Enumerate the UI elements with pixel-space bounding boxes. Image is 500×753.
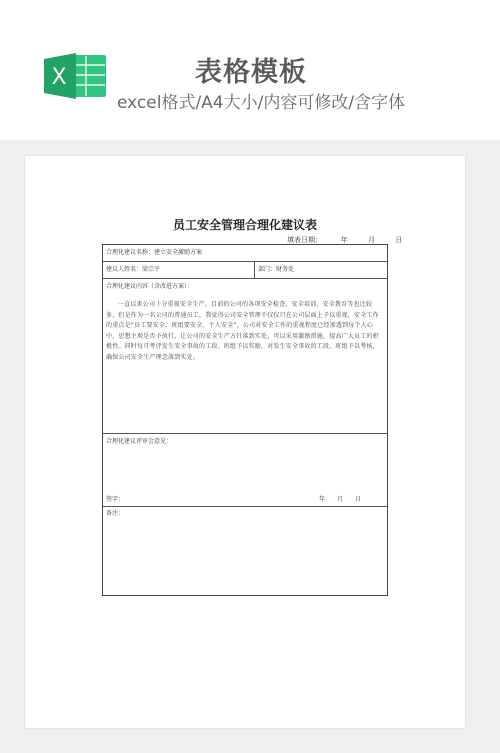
sign-label: 签字： bbox=[106, 496, 125, 503]
suggestion-name-cell: 合理化建议名称：建立安全激励方案 bbox=[106, 249, 203, 256]
suggestion-form-table bbox=[102, 244, 388, 596]
row-divider bbox=[103, 433, 387, 434]
proposer-cell: 建议人姓名：梁宗平 bbox=[106, 266, 161, 273]
fill-date-month: 月 bbox=[367, 236, 375, 244]
remarks-label: 备注： bbox=[106, 510, 125, 517]
content-label: 合理化建议内容（含改进方案）： bbox=[106, 283, 194, 290]
review-label: 合理化建议评审会意见： bbox=[106, 438, 173, 445]
content-body: 一直以来公司十分重视安全生产，目前的公司的各项安全检查、安全培训、安全教育等也比较多，但是作为一名公司的普通员工，我觉得公司安全管理不仅仅只在公司层面上予以重视，安全工作的重点是“员工要安全、班组要安全、个人安全”，公司对安全工作的重视程度已经渗透到每个人心中，思想主观是否予执行，让公司的安全生产方针落到实处，可以采用激励措施，提高广大员工的积极性。同时每月考评发生安全事故的工段、班组予以奖励，对发生安全事故的工段、班组予以考核，确保公司安全生产理念落到实处。 bbox=[106, 301, 379, 361]
page-subtitle: excel格式/A4大小/内容可修改/含字体 bbox=[117, 93, 406, 113]
page-title: 表格模板 bbox=[195, 57, 307, 88]
sign-date-month: 月 bbox=[337, 496, 344, 503]
sign-date bbox=[319, 496, 361, 504]
document-title: 员工安全管理合理化建议表 bbox=[172, 218, 317, 232]
fill-date-day: 日 bbox=[395, 236, 403, 244]
template-header bbox=[0, 0, 500, 140]
row-divider bbox=[103, 261, 387, 262]
logo-letter: X bbox=[51, 65, 67, 90]
column-divider bbox=[254, 261, 255, 278]
sign-date-day: 日 bbox=[355, 496, 362, 503]
sign-date-year: 年 bbox=[319, 496, 326, 503]
document-preview bbox=[25, 156, 465, 728]
fill-date-year: 年 bbox=[340, 236, 348, 244]
excel-logo-icon bbox=[42, 50, 108, 102]
row-divider bbox=[103, 278, 387, 279]
row-divider bbox=[103, 506, 387, 507]
department-cell: 部门：财务处 bbox=[258, 266, 295, 273]
fill-date-label: 填表日期： bbox=[287, 236, 322, 244]
